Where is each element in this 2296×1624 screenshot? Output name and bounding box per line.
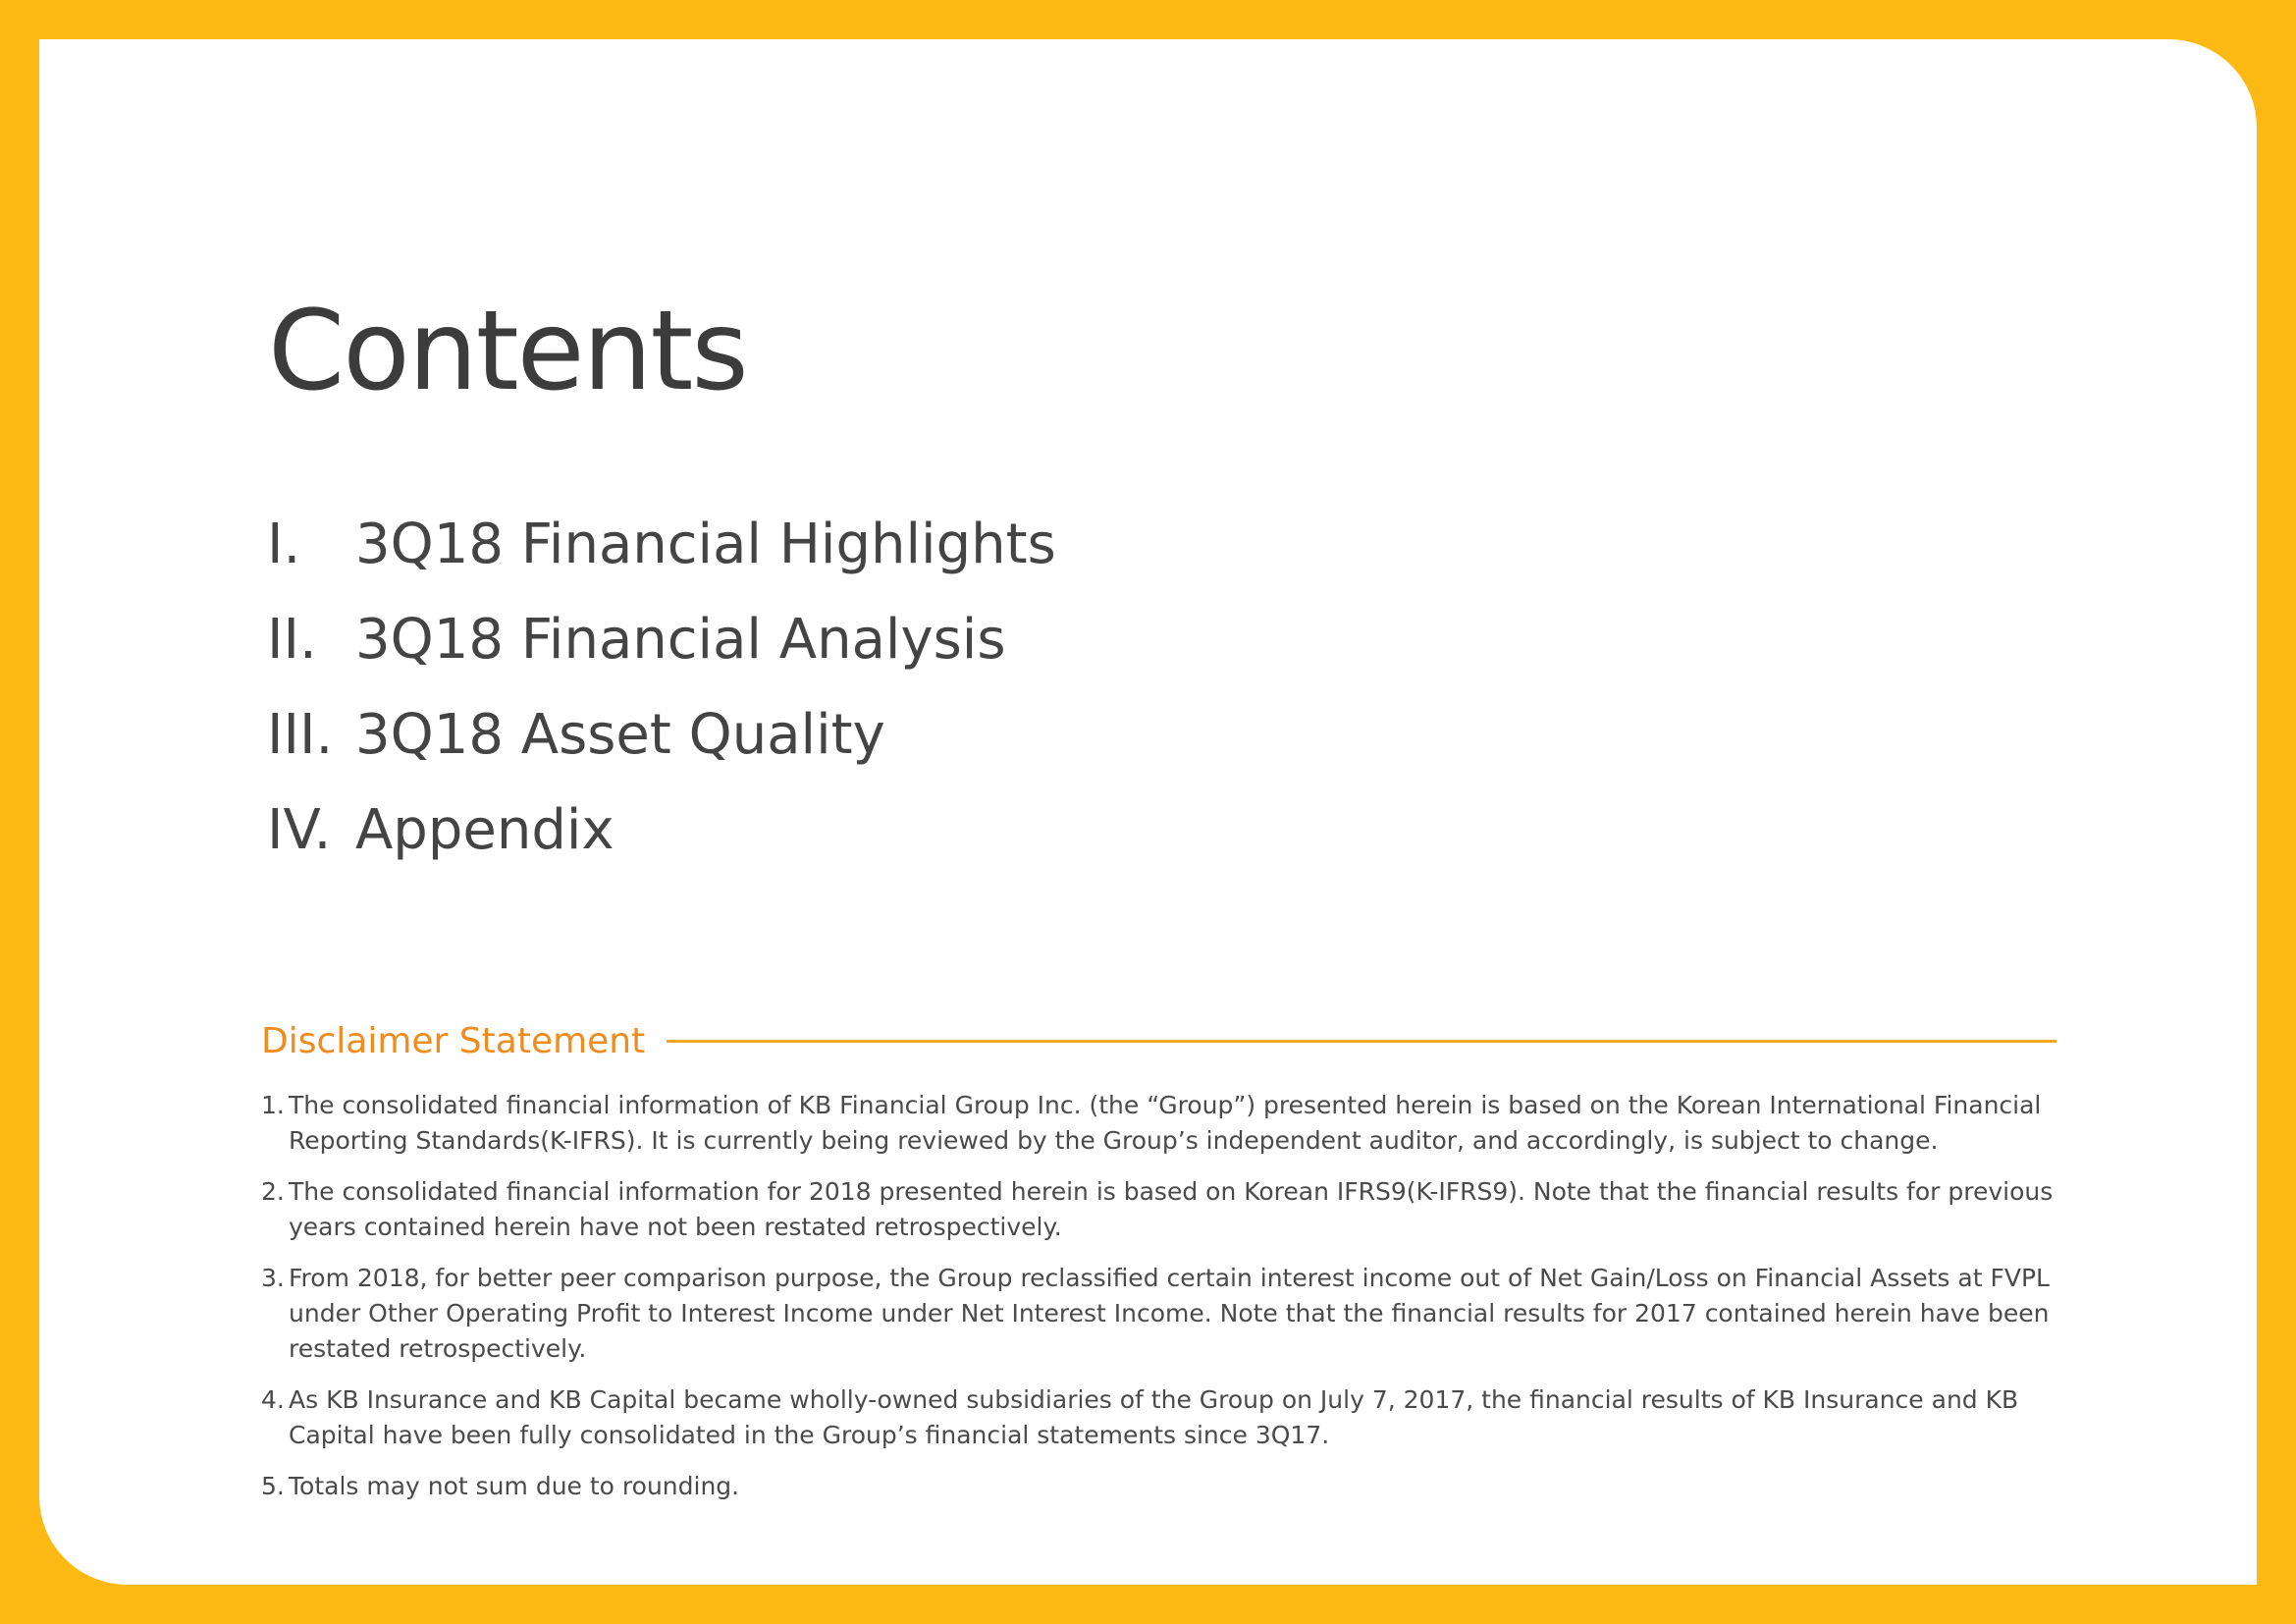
toc-item-label: Appendix	[355, 798, 614, 862]
page-title: Contents	[268, 288, 747, 415]
disclaimer-item-number: 2.	[261, 1177, 285, 1206]
toc-item-appendix[interactable]	[267, 783, 1056, 878]
toc-item-asset-quality[interactable]	[267, 687, 1056, 783]
toc-item-label: 3Q18 Asset Quality	[355, 703, 885, 767]
disclaimer-item-number: 5.	[261, 1472, 285, 1500]
toc-item-number: III.	[267, 703, 334, 767]
disclaimer-item-text: The consolidated financial information for 2018 presented herein is based on Korean IFRS9(K-IFRS9). Note that the financial results for previous years contained herein have not been restated retrospectively.	[289, 1177, 2054, 1241]
toc-item-label: 3Q18 Financial Highlights	[355, 513, 1056, 576]
disclaimer-item-number: 1.	[261, 1091, 285, 1119]
toc-item-number: I.	[267, 513, 301, 576]
disclaimer-item	[261, 1174, 2077, 1245]
disclaimer-item	[261, 1382, 2077, 1453]
disclaimer-item	[261, 1088, 2077, 1159]
disclaimer-item-number: 3.	[261, 1264, 285, 1292]
toc-item-number: IV.	[267, 798, 332, 862]
disclaimer-item-number: 4.	[261, 1385, 285, 1414]
toc-item-number: II.	[267, 608, 317, 672]
disclaimer-item-text: The consolidated financial information of KB Financial Group Inc. (the “Group”) presented herein is based on the Korean International Financial Reporting Standards(K-IFRS). It is currently being reviewed by the Group’s independent auditor, and accordingly, is subject to change.	[289, 1091, 2042, 1155]
toc-item-highlights[interactable]	[267, 497, 1056, 592]
toc-item-analysis[interactable]	[267, 592, 1056, 687]
disclaimer-divider	[667, 1040, 2056, 1043]
content-card	[39, 39, 2257, 1585]
disclaimer-item	[261, 1469, 2077, 1504]
disclaimer-list	[261, 1088, 2077, 1520]
disclaimer-item-text: As KB Insurance and KB Capital became wholly-owned subsidiaries of the Group on July 7, 2017, the financial results of KB Insurance and KB Capital have been fully consolidated in the Group’s financial statements since 3Q17.	[289, 1385, 2019, 1449]
toc-item-label: 3Q18 Financial Analysis	[355, 608, 1006, 672]
disclaimer-item-text: From 2018, for better peer comparison purpose, the Group reclassified certain interest income out of Net Gain/Loss on Financial Assets at FVPL under Other Operating Profit to Interest Income under Net Interest Income. Note that the financial results for 2017 contained herein have been restated retrospectively.	[289, 1264, 2050, 1363]
table-of-contents	[267, 497, 1056, 878]
disclaimer-item-text: Totals may not sum due to rounding.	[289, 1472, 740, 1500]
disclaimer-item	[261, 1261, 2077, 1367]
disclaimer-header	[261, 1021, 2056, 1061]
disclaimer-title: Disclaimer Statement	[261, 1021, 646, 1061]
